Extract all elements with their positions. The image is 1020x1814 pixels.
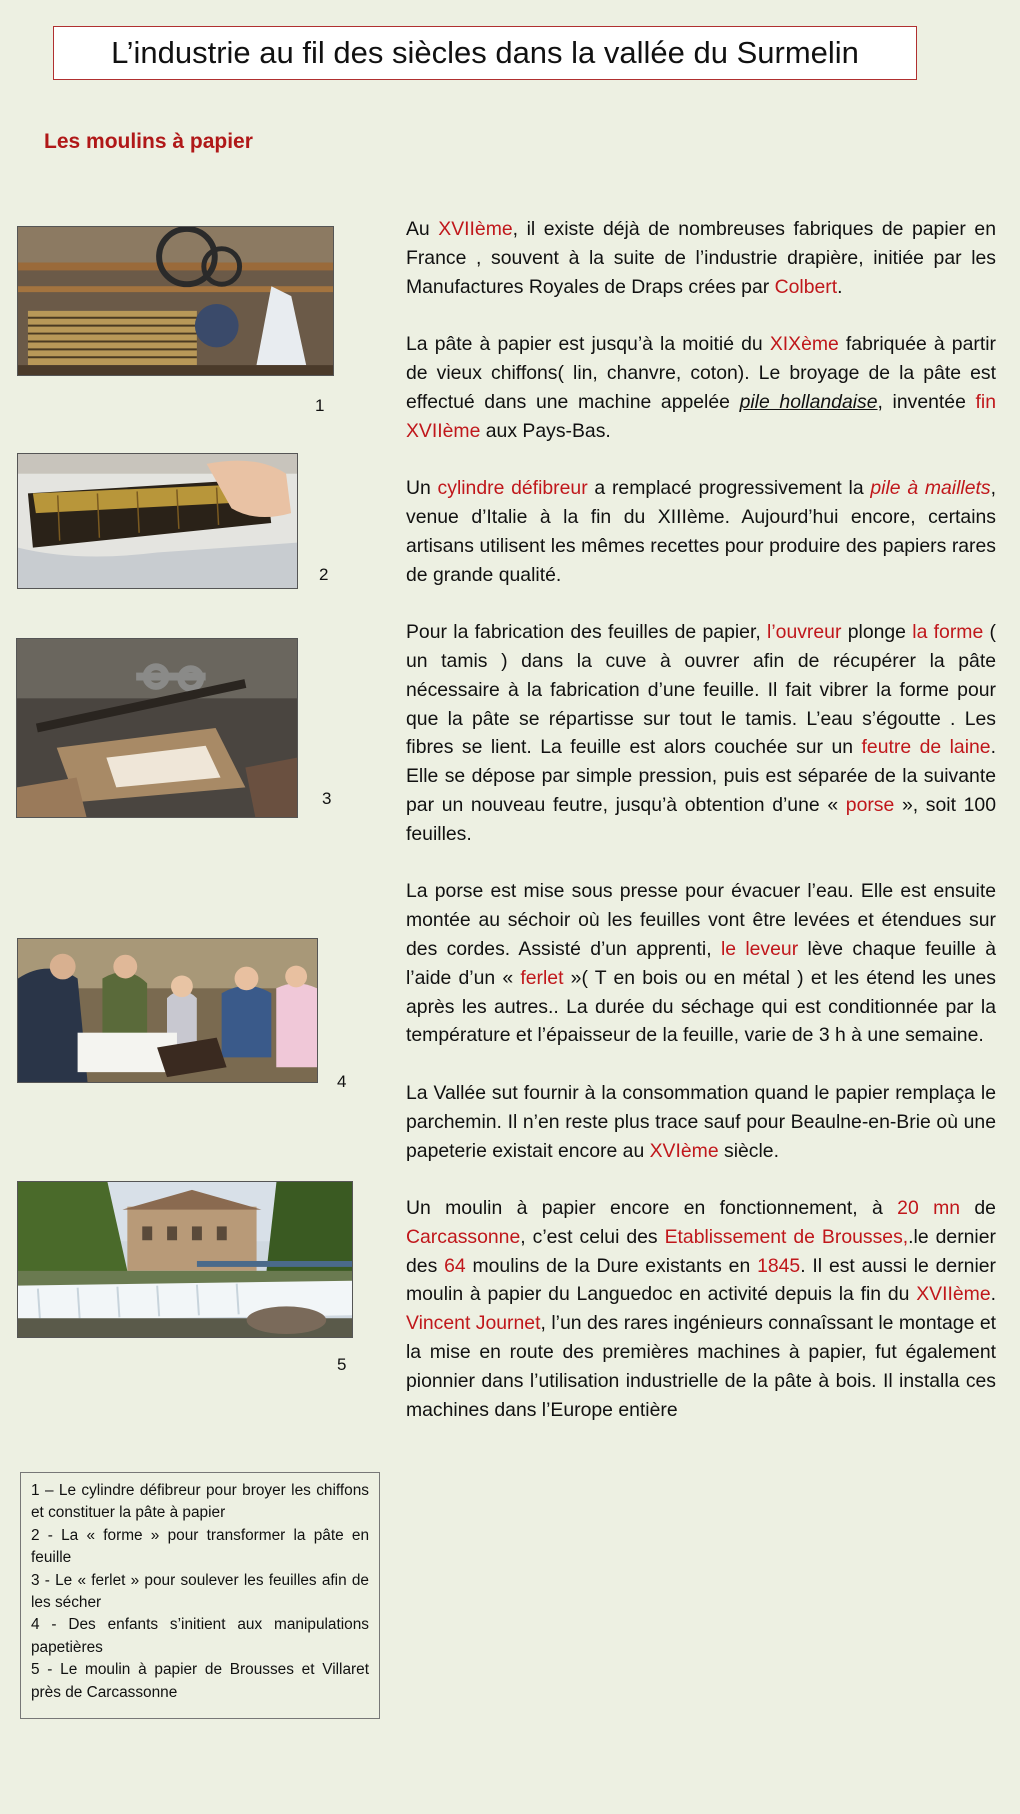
- photo-number: 5: [337, 1355, 347, 1374]
- photo-forme: [17, 453, 298, 589]
- paragraph-4: Pour la fabrication des feuilles de papier, l’ouvreur plonge la forme ( un tamis ) dans la cuve à ouvrer afin de récupérer la pâte nécessaire à la fabrication d’une feuille. Il fait vibrer la forme pour que la pâte se répartisse sur tout le tamis. L’eau s’égoutte . Les fibres se lient. La feuille est alors couchée sur un feutre de laine. Elle se dépose par simple pression, puis est séparée de la suivante par un nouveau feutre, jusqu’à obtention d’une « porse », soit 100 feuilles.: [406, 621, 996, 845]
- photo-number: 3: [322, 789, 332, 808]
- photo-captions: [20, 1472, 380, 1719]
- paragraph-1: Au XVIIème, il existe déjà de nombreuses fabriques de papier en France , souvent à la suite de l’industrie drapière, initiée par les Manufactures Royales de Draps crées par Colbert.: [406, 218, 997, 298]
- photo-number: 1: [315, 396, 325, 415]
- caption-item: 5 - Le moulin à papier de Brousses et Villaret près de Carcassonne: [31, 1661, 369, 1701]
- caption-item: 3 - Le « ferlet » pour soulever les feuilles afin de les sécher: [31, 1571, 369, 1612]
- caption-item: 4 - Des enfants s’initient aux manipulations papetières: [31, 1616, 369, 1656]
- paragraph-7: Un moulin à papier encore en fonctionnement, à 20 mn de Carcassonne, c’est celui des Etablissement de Brousses,.le dernier des 64 moulins de la Dure existants en 1845. Il est aussi le dernier moulin à papier du Languedoc en activité depuis la fin du XVIIème. Vincent Journet, l’un des rares ingénieurs connaîssant le montage et la mise en route des premières machines à papier, fut également pionnier dans l’utilisation industrielle de la pâte à bois. Il installa ces machines dans l’Europe entière: [406, 1197, 997, 1421]
- section-subtitle: Les moulins à papier: [44, 130, 253, 153]
- page-title: L’industrie au fil des siècles dans la vallée du Surmelin: [53, 26, 917, 80]
- photo-cylindre-defibreur: [17, 226, 334, 376]
- paragraph-5: La porse est mise sous presse pour évacuer l’eau. Elle est ensuite montée au séchoir où les feuilles vont être levées et étendues sur des cordes. Assisté d’un apprenti, le leveur lève chaque feuille à l’aide d’un « ferlet »( T en bois ou en métal ) et les étend les unes après les autres.. La durée du séchage qui est conditionnée par la température et l’épaisseur de la feuille, varie de 3 h à une semaine.: [406, 880, 997, 1047]
- photo-enfants: [17, 938, 318, 1083]
- paragraph-3: Un cylindre défibreur a remplacé progressivement la pile à maillets, venue d’Italie à la fin du XIIIème. Aujourd’hui encore, certains artisans utilisent les mêmes recettes pour produire des papiers rares de grande qualité.: [406, 477, 996, 586]
- caption-item: 2 - La « forme » pour transformer la pâte en feuille: [31, 1526, 369, 1567]
- article-text: [406, 215, 996, 1453]
- photo-ferlet: [16, 638, 298, 818]
- caption-item: 1 – Le cylindre défibreur pour broyer les chiffons et constituer la pâte à papier: [31, 1482, 369, 1522]
- photo-number: 2: [319, 565, 329, 584]
- paragraph-6: La Vallée sut fournir à la consommation quand le papier remplaça le parchemin. Il n’en reste plus trace sauf pour Beaulne-en-Brie où une papeterie existait encore au XVIème siècle.: [406, 1081, 996, 1162]
- photo-number: 4: [337, 1072, 347, 1091]
- photo-moulin-brousses: [17, 1181, 353, 1338]
- paragraph-2: La pâte à papier est jusqu’à la moitié du XIXème fabriquée à partir de vieux chiffons( lin, chanvre, coton). Le broyage de la pâte est effectué dans une machine appelée pile hollandaise, inventée fin XVIIème aux Pays-Bas.: [406, 333, 996, 442]
